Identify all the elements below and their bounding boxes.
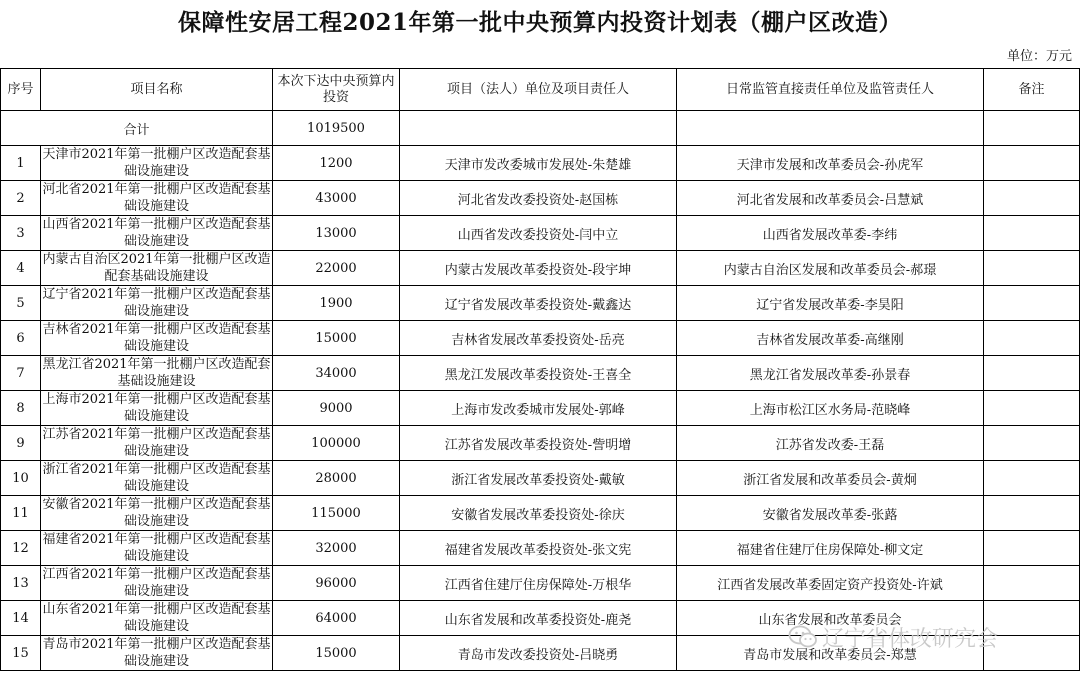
investment-plan-table <box>0 68 1080 671</box>
project-name: 河北省2021年第一批棚户区改造配套基础设施建设 <box>42 182 271 214</box>
project-name: 江苏省2021年第一批棚户区改造配套基础设施建设 <box>42 427 271 459</box>
remark-cell <box>984 146 1080 181</box>
row-no: 14 <box>1 601 41 636</box>
project-owner: 内蒙古发展改革委投资处-段宇坤 <box>400 251 677 286</box>
supervisor: 山西省发展改革委-李纬 <box>677 216 984 251</box>
project-owner: 河北省发改委投资处-赵国栋 <box>400 181 677 216</box>
supervisor: 河北省发展和改革委员会-吕慧斌 <box>677 181 984 216</box>
watermark <box>788 622 998 652</box>
supervisor: 青岛市发展和改革委员会-郑慧 <box>677 636 984 671</box>
investment-amount: 22000 <box>273 251 400 286</box>
header-no: 序号 <box>1 69 41 111</box>
supervisor: 山东省发展和改革委员会 <box>677 601 984 636</box>
project-owner: 吉林省发展改革委投资处-岳亮 <box>400 321 677 356</box>
project-name: 浙江省2021年第一批棚户区改造配套基础设施建设 <box>42 462 271 494</box>
table-row <box>1 461 1080 496</box>
project-name: 辽宁省2021年第一批棚户区改造配套基础设施建设 <box>42 287 271 319</box>
supervisor: 辽宁省发展改革委-李昊阳 <box>677 286 984 321</box>
row-no: 15 <box>1 636 41 671</box>
total-owner-cell <box>400 111 677 146</box>
investment-amount: 64000 <box>273 601 400 636</box>
investment-amount: 28000 <box>273 461 400 496</box>
investment-amount: 115000 <box>273 496 400 531</box>
table-row <box>1 391 1080 426</box>
project-name: 内蒙古自治区2021年第一批棚户区改造配套基础设施建设 <box>42 252 271 284</box>
row-no: 1 <box>1 146 41 181</box>
project-owner: 黑龙江发展改革委投资处-王喜全 <box>400 356 677 391</box>
table-row <box>1 286 1080 321</box>
investment-amount: 34000 <box>273 356 400 391</box>
supervisor: 吉林省发展改革委-高继刚 <box>677 321 984 356</box>
project-name: 江西省2021年第一批棚户区改造配套基础设施建设 <box>42 567 271 599</box>
table-header-row <box>1 69 1080 111</box>
table-row <box>1 426 1080 461</box>
supervisor: 黑龙江省发展改革委-孙景春 <box>677 356 984 391</box>
document-title: 保障性安居工程2021年第一批中央预算内投资计划表（棚户区改造） <box>177 9 902 36</box>
investment-amount: 13000 <box>273 216 400 251</box>
header-supervisor: 日常监管直接责任单位及监管责任人 <box>677 69 984 111</box>
table-row <box>1 321 1080 356</box>
project-owner: 江苏省发展改革委投资处-訾明增 <box>400 426 677 461</box>
investment-amount: 43000 <box>273 181 400 216</box>
project-owner: 上海市发改委城市发展处-郭峰 <box>400 391 677 426</box>
investment-amount: 96000 <box>273 566 400 601</box>
remark-cell <box>984 251 1080 286</box>
table-row <box>1 566 1080 601</box>
row-no: 8 <box>1 391 41 426</box>
project-name: 黑龙江省2021年第一批棚户区改造配套基础设施建设 <box>42 357 271 389</box>
investment-amount: 9000 <box>273 391 400 426</box>
remark-cell <box>984 461 1080 496</box>
remark-cell <box>984 391 1080 426</box>
remark-cell <box>984 216 1080 251</box>
total-amount: 1019500 <box>273 111 400 146</box>
investment-amount: 32000 <box>273 531 400 566</box>
remark-cell <box>984 496 1080 531</box>
supervisor: 上海市松江区水务局-范晓峰 <box>677 391 984 426</box>
row-no: 12 <box>1 531 41 566</box>
row-no: 9 <box>1 426 41 461</box>
investment-amount: 1200 <box>273 146 400 181</box>
project-name: 山西省2021年第一批棚户区改造配套基础设施建设 <box>42 217 271 249</box>
project-owner: 辽宁省发展改革委投资处-戴鑫达 <box>400 286 677 321</box>
project-name: 青岛市2021年第一批棚户区改造配套基础设施建设 <box>42 637 271 669</box>
project-owner: 安徽省发展改革委投资处-徐庆 <box>400 496 677 531</box>
remark-cell <box>984 286 1080 321</box>
row-no: 3 <box>1 216 41 251</box>
row-no: 4 <box>1 251 41 286</box>
table-row <box>1 181 1080 216</box>
total-row <box>1 111 1080 146</box>
project-name: 天津市2021年第一批棚户区改造配套基础设施建设 <box>42 147 271 179</box>
supervisor: 内蒙古自治区发展和改革委员会-郝璟 <box>677 251 984 286</box>
header-remark: 备注 <box>984 69 1080 111</box>
supervisor: 江苏省发改委-王磊 <box>677 426 984 461</box>
remark-cell <box>984 531 1080 566</box>
row-no: 13 <box>1 566 41 601</box>
investment-amount: 100000 <box>273 426 400 461</box>
table-row <box>1 216 1080 251</box>
investment-amount: 15000 <box>273 636 400 671</box>
header-name: 项目名称 <box>41 69 273 111</box>
row-no: 6 <box>1 321 41 356</box>
row-no: 11 <box>1 496 41 531</box>
header-owner: 项目（法人）单位及项目责任人 <box>400 69 677 111</box>
wechat-icon <box>788 624 818 650</box>
supervisor: 江西省发展改革委固定资产投资处-许斌 <box>677 566 984 601</box>
supervisor: 福建省住建厅住房保障处-柳文定 <box>677 531 984 566</box>
remark-cell <box>984 181 1080 216</box>
project-name: 安徽省2021年第一批棚户区改造配套基础设施建设 <box>42 497 271 529</box>
project-name: 山东省2021年第一批棚户区改造配套基础设施建设 <box>42 602 271 634</box>
remark-cell <box>984 321 1080 356</box>
row-no: 7 <box>1 356 41 391</box>
remark-cell <box>984 356 1080 391</box>
project-owner: 福建省发展改革委投资处-张文宪 <box>400 531 677 566</box>
row-no: 10 <box>1 461 41 496</box>
remark-cell <box>984 426 1080 461</box>
table-row <box>1 251 1080 286</box>
project-owner: 青岛市发改委投资处-吕晓勇 <box>400 636 677 671</box>
project-owner: 山东省发展和改革委投资处-鹿尧 <box>400 601 677 636</box>
table-row <box>1 356 1080 391</box>
supervisor: 浙江省发展和改革委员会-黄炯 <box>677 461 984 496</box>
project-name: 吉林省2021年第一批棚户区改造配套基础设施建设 <box>42 322 271 354</box>
project-name: 上海市2021年第一批棚户区改造配套基础设施建设 <box>42 392 271 424</box>
project-owner: 江西省住建厅住房保障处-万根华 <box>400 566 677 601</box>
investment-amount: 1900 <box>273 286 400 321</box>
row-no: 5 <box>1 286 41 321</box>
project-owner: 天津市发改委城市发展处-朱楚雄 <box>400 146 677 181</box>
table-row <box>1 146 1080 181</box>
supervisor: 安徽省发展改革委-张蕗 <box>677 496 984 531</box>
total-label: 合计 <box>1 111 273 146</box>
project-name: 福建省2021年第一批棚户区改造配套基础设施建设 <box>42 532 271 564</box>
remark-cell <box>984 566 1080 601</box>
project-owner: 山西省发改委投资处-闫中立 <box>400 216 677 251</box>
total-remark-cell <box>984 111 1080 146</box>
total-supervisor-cell <box>677 111 984 146</box>
row-no: 2 <box>1 181 41 216</box>
unit-label: 单位：万元 <box>1006 49 1072 64</box>
investment-amount: 15000 <box>273 321 400 356</box>
project-owner: 浙江省发展改革委投资处-戴敏 <box>400 461 677 496</box>
supervisor: 天津市发展和改革委员会-孙虎军 <box>677 146 984 181</box>
watermark-text: 辽宁省体改研究会 <box>822 626 999 652</box>
table-row <box>1 531 1080 566</box>
header-amount: 本次下达中央预算内投资 <box>273 69 400 111</box>
table-row <box>1 496 1080 531</box>
